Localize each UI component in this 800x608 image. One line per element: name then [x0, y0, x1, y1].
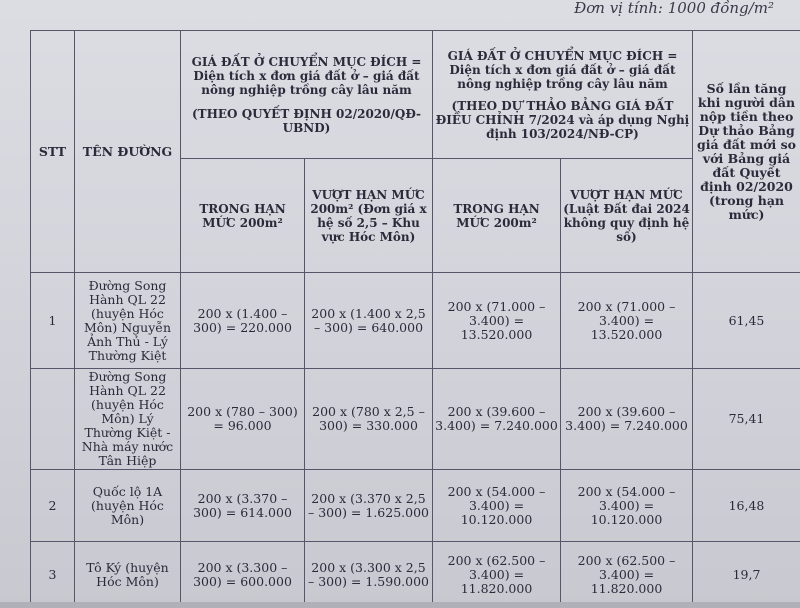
header-stt: STT: [31, 31, 75, 273]
row-current-over: 200 x (3.370 x 2,5 – 300) = 1.625.000: [305, 470, 433, 542]
group-draft-basis: (THEO DỰ THẢO BẢNG GIÁ ĐẤT ĐIỀU CHỈNH 7/2024 và áp dụng Nghị định 103/2024/NĐ-CP): [435, 98, 690, 141]
row-draft-within: 200 x (71.000 – 3.400) = 13.520.000: [433, 273, 561, 369]
header-group-current: [181, 31, 433, 159]
row-stt: 1: [31, 273, 75, 369]
row-current-over: 200 x (780 x 2,5 – 300) = 330.000: [305, 369, 433, 470]
table-row: [31, 369, 800, 470]
table-row: [31, 542, 800, 608]
row-current-within: 200 x (1.400 – 300) = 220.000: [181, 273, 305, 369]
land-price-table: [30, 30, 800, 608]
header-current-over-limit: VƯỢT HẠN MỨC 200m² (Đơn giá x hệ số 2,5 – Khu vực Hóc Môn): [305, 159, 433, 273]
row-draft-over: 200 x (71.000 – 3.400) = 13.520.000: [561, 273, 693, 369]
row-current-over: 200 x (3.300 x 2,5 – 300) = 1.590.000: [305, 542, 433, 608]
row-ratio: 19,7: [693, 542, 800, 608]
header-increase-ratio: Số lần tăng khi người dân nộp tiền theo Dự thảo Bảng giá đất mới so với Bảng giá đất Quyết định 02/2020 (trong hạn mức): [693, 31, 800, 273]
row-stt: 3: [31, 542, 75, 608]
row-draft-within: 200 x (62.500 – 3.400) = 11.820.000: [433, 542, 561, 608]
row-ratio: 16,48: [693, 470, 800, 542]
row-current-over: 200 x (1.400 x 2,5 – 300) = 640.000: [305, 273, 433, 369]
row-street-name: Đường Song Hành QL 22 (huyện Hóc Môn) Nguyễn Ảnh Thủ - Lý Thường Kiệt: [75, 273, 181, 369]
group-current-basis: (THEO QUYẾT ĐỊNH 02/2020/QĐ-UBND): [191, 106, 422, 135]
row-draft-over: 200 x (39.600 – 3.400) = 7.240.000: [561, 369, 693, 470]
row-stt: 2: [31, 470, 75, 542]
header-current-within-limit: TRONG HẠN MỨC 200m²: [181, 159, 305, 273]
row-current-within: 200 x (3.370 – 300) = 614.000: [181, 470, 305, 542]
row-draft-over: 200 x (62.500 – 3.400) = 11.820.000: [561, 542, 693, 608]
row-street-name: Quốc lộ 1A (huyện Hóc Môn): [75, 470, 181, 542]
unit-note: Đơn vị tính: 1000 đồng/m²: [574, 0, 774, 17]
header-group-draft: [433, 31, 693, 159]
row-current-within: 200 x (780 – 300) = 96.000: [181, 369, 305, 470]
group-draft-title: GIÁ ĐẤT Ở CHUYỂN MỤC ĐÍCH = Diện tích x đơn giá đất ở – giá đất nông nghiệp trồng cây lâu năm: [447, 48, 678, 91]
row-ratio: 75,41: [693, 369, 800, 470]
bottom-edge: [0, 602, 800, 608]
header-street-name: TÊN ĐƯỜNG: [75, 31, 181, 273]
table-row: [31, 470, 800, 542]
row-draft-within: 200 x (39.600 – 3.400) = 7.240.000: [433, 369, 561, 470]
row-current-within: 200 x (3.300 – 300) = 600.000: [181, 542, 305, 608]
group-current-title: GIÁ ĐẤT Ở CHUYỂN MỤC ĐÍCH = Diện tích x đơn giá đất ở – giá đất nông nghiệp trồng cây lâu năm: [191, 54, 422, 97]
table-row: [31, 273, 800, 369]
row-draft-over: 200 x (54.000 – 3.400) = 10.120.000: [561, 470, 693, 542]
header-row-1: [31, 31, 800, 159]
row-street-name: Đường Song Hành QL 22 (huyện Hóc Môn) Lý Thường Kiệt - Nhà máy nước Tân Hiệp: [75, 369, 181, 470]
row-stt: [31, 369, 75, 470]
header-draft-over-limit: VƯỢT HẠN MỨC (Luật Đất đai 2024 không quy định hệ số): [561, 159, 693, 273]
row-street-name: Tô Ký (huyện Hóc Môn): [75, 542, 181, 608]
header-draft-within-limit: TRONG HẠN MỨC 200m²: [433, 159, 561, 273]
row-draft-within: 200 x (54.000 – 3.400) = 10.120.000: [433, 470, 561, 542]
row-ratio: 61,45: [693, 273, 800, 369]
